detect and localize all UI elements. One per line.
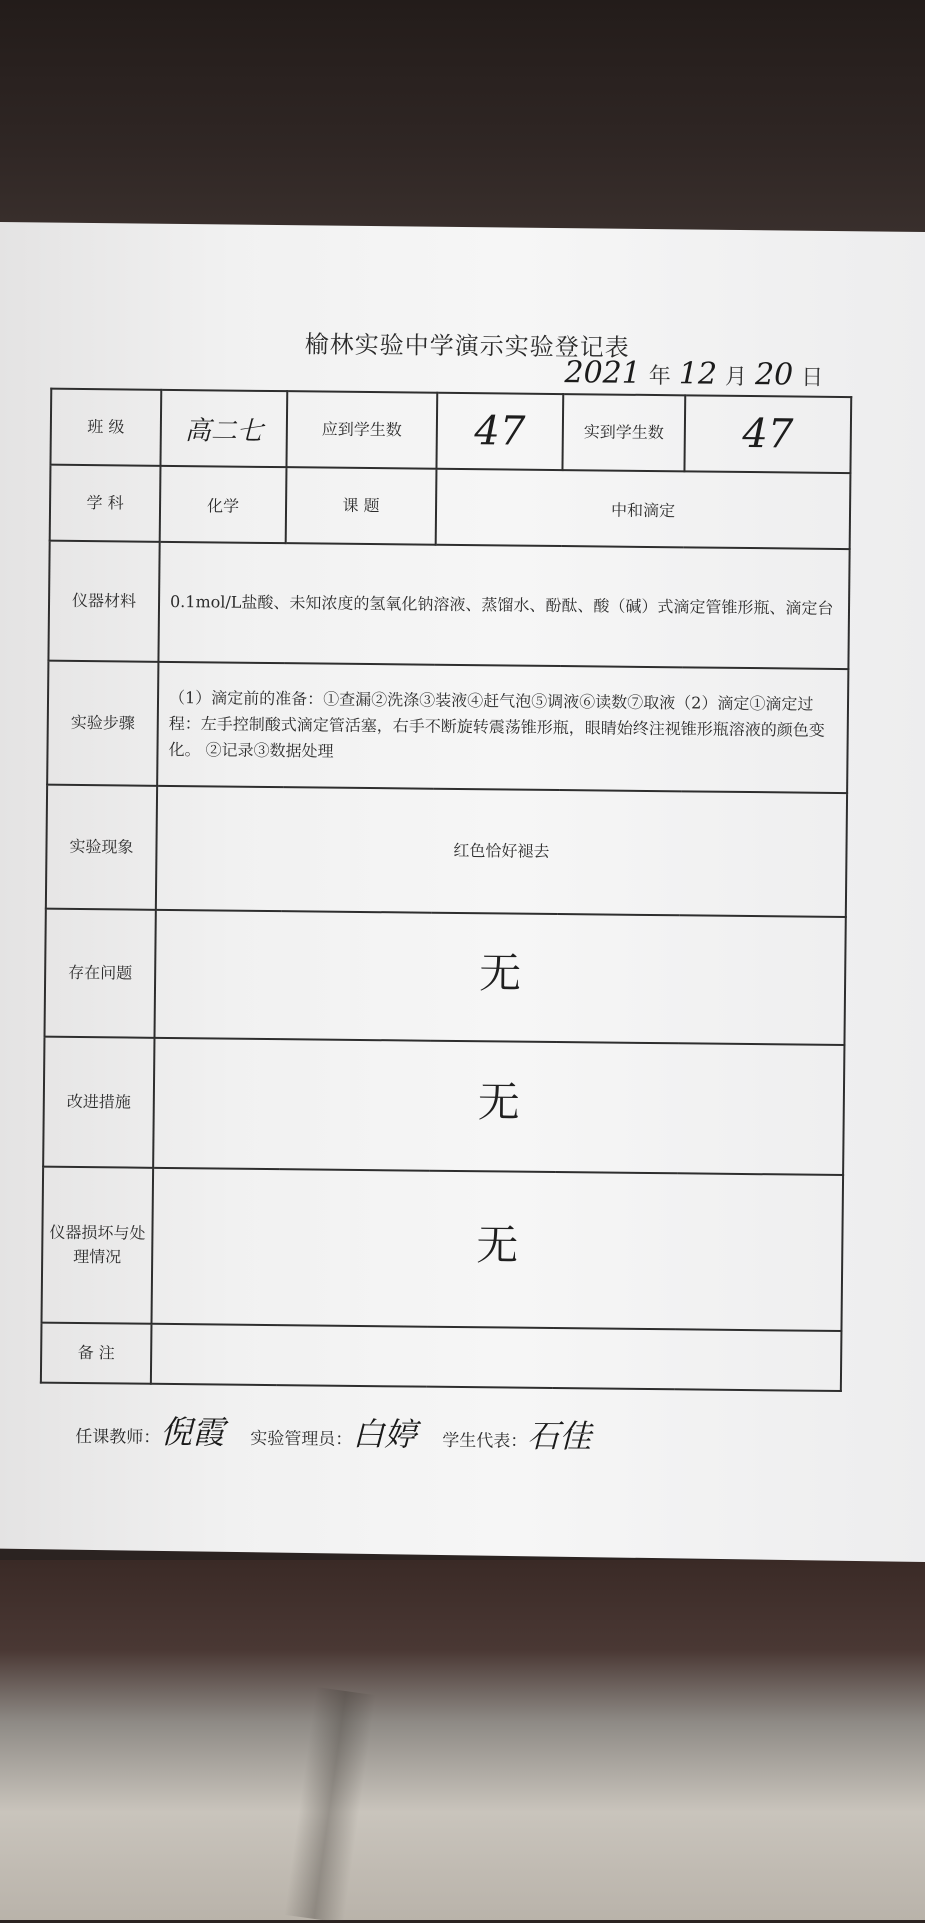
class-value: 高二七 <box>160 390 287 467</box>
date-month: 12 <box>678 356 718 392</box>
actual-students-value: 47 <box>684 395 851 473</box>
teacher-signature: 倪霞 <box>160 1412 225 1452</box>
subject-value: 化学 <box>160 466 287 543</box>
improvements-value: 无 <box>153 1038 844 1175</box>
row-phenomenon <box>46 785 847 917</box>
problems-label: 存在问题 <box>44 909 155 1038</box>
improvements-label: 改进措施 <box>43 1037 154 1168</box>
row-class <box>50 389 851 473</box>
expected-students-label: 应到学生数 <box>286 391 437 469</box>
student-signature: 石佳 <box>527 1416 592 1456</box>
damage-value: 无 <box>151 1168 843 1331</box>
date-year: 2021 <box>564 355 642 391</box>
row-damage <box>42 1167 844 1331</box>
subject-label: 学 科 <box>50 465 161 542</box>
steps-value: （1）滴定前的准备：①查漏②洗涤③装液④赶气泡⑤调液⑥读数⑦取液（2）滴定①滴定过程：左手控制酸式滴定管活塞，右手不断旋转震荡锥形瓶，眼睛始终注视锥形瓶溶液的颜色变化。 ②记录③数据处理 <box>157 662 848 793</box>
row-materials <box>48 541 849 669</box>
row-subject <box>50 465 851 549</box>
form-date <box>564 355 823 393</box>
form-title: 榆林实验中学演示实验登记表 <box>304 330 630 362</box>
date-year-unit: 年 <box>648 363 671 390</box>
row-remarks <box>41 1323 842 1391</box>
topic-value: 中和滴定 <box>436 469 851 549</box>
materials-label: 仪器材料 <box>48 541 159 662</box>
materials-value: 0.1mol/L盐酸、未知浓度的氢氧化钠溶液、蒸馏水、酚酞、酸（碱）式滴定管锥形瓶、滴定台 <box>158 542 849 669</box>
date-day: 20 <box>754 357 794 393</box>
row-improvements <box>43 1037 844 1175</box>
row-problems <box>44 909 845 1045</box>
problems-value: 无 <box>154 910 845 1045</box>
steps-label: 实验步骤 <box>47 661 158 786</box>
actual-students-label: 实到学生数 <box>562 394 685 471</box>
expected-students-value: 47 <box>436 393 563 470</box>
remarks-label: 备 注 <box>41 1323 152 1384</box>
topic-label: 课 题 <box>286 467 437 545</box>
phenomenon-value: 红色恰好褪去 <box>156 786 847 917</box>
damage-label: 仪器损坏与处理情况 <box>42 1167 154 1324</box>
registration-table <box>40 388 852 1392</box>
date-month-unit: 月 <box>724 364 748 390</box>
date-day-unit: 日 <box>801 365 824 391</box>
manager-signature: 白婷 <box>352 1414 417 1454</box>
desk-background-bottom <box>0 1560 925 1920</box>
remarks-value <box>151 1324 842 1391</box>
class-label: 班 级 <box>50 389 161 466</box>
phenomenon-label: 实验现象 <box>46 785 157 910</box>
row-steps <box>47 661 848 793</box>
student-label: 学生代表： <box>442 1430 528 1452</box>
manager-label: 实验管理员： <box>250 1428 353 1450</box>
signature-footer <box>75 1406 855 1460</box>
teacher-label: 任课教师： <box>75 1427 161 1448</box>
